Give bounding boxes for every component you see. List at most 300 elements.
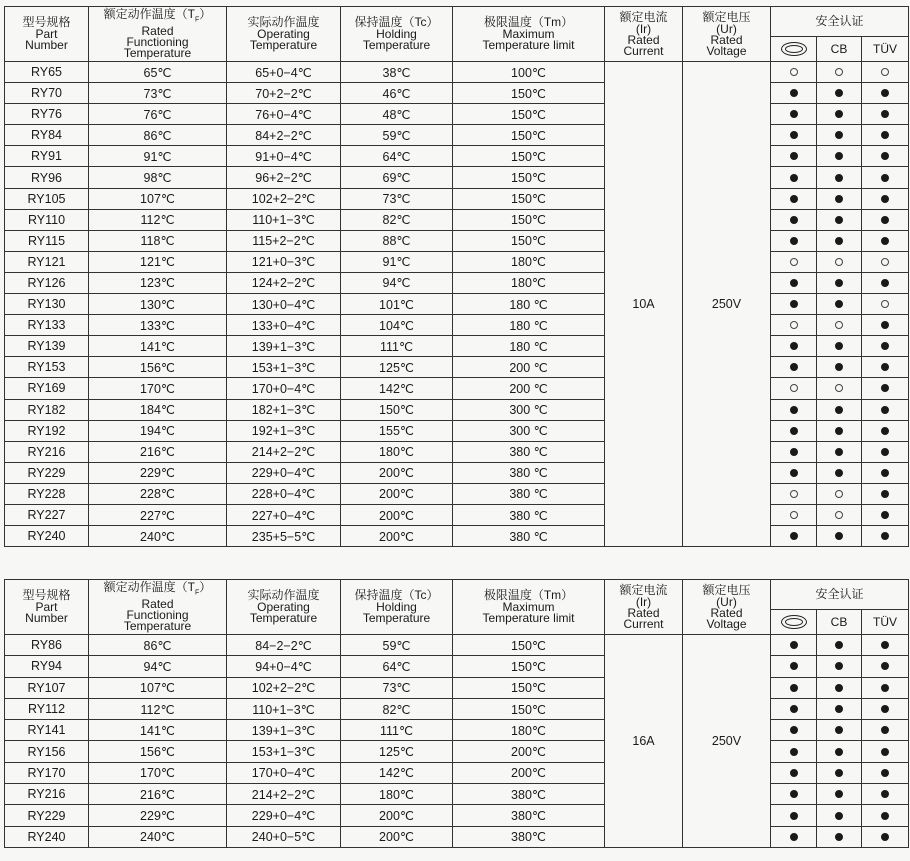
- operating-temp-cell: 124+2−2℃: [227, 272, 341, 293]
- table-row: [5, 336, 909, 357]
- max-temp-cell: 150℃: [453, 635, 605, 656]
- tuv-cert-cell: [862, 399, 909, 420]
- header-rated-temperature: 额定动作温度$(T_F)$ Rated Functioning Temperature: [89, 7, 227, 62]
- part-number-cell: RY216: [5, 784, 89, 805]
- not-certified-dot-icon: [790, 511, 798, 519]
- tuv-cert-cell: [862, 104, 909, 125]
- certified-dot-icon: [835, 705, 843, 713]
- holding-temp-cell: 69℃: [341, 167, 453, 188]
- operating-temp-cell: 214+2−2℃: [227, 441, 341, 462]
- rated-temp-cell: 86℃: [89, 635, 227, 656]
- holding-temp-cell: 200℃: [341, 805, 453, 826]
- table-row: [5, 146, 909, 167]
- rated-temp-cell: 107℃: [89, 188, 227, 209]
- tuv-cert-cell: [862, 167, 909, 188]
- operating-temp-cell: 153+1−3℃: [227, 357, 341, 378]
- rated-temp-cell: 107℃: [89, 677, 227, 698]
- ccc-cert-cell: [771, 272, 817, 293]
- max-temp-cell: 150℃: [453, 656, 605, 677]
- certified-dot-icon: [881, 469, 889, 477]
- rated-temp-cell: 76℃: [89, 104, 227, 125]
- not-certified-dot-icon: [835, 384, 843, 392]
- certified-dot-icon: [881, 406, 889, 414]
- operating-temp-cell: 115+2−2℃: [227, 230, 341, 251]
- cb-cert-cell: [817, 720, 862, 741]
- max-temp-cell: 380℃: [453, 784, 605, 805]
- part-number-cell: RY107: [5, 677, 89, 698]
- certified-dot-icon: [790, 279, 798, 287]
- operating-temp-cell: 84+2−2℃: [227, 125, 341, 146]
- max-temp-cell: 380 ℃: [453, 526, 605, 547]
- ccc-logo-icon: [771, 37, 817, 62]
- certified-dot-icon: [835, 131, 843, 139]
- cb-cert-cell: [817, 336, 862, 357]
- ccc-cert-cell: [771, 826, 817, 847]
- part-number-cell: RY227: [5, 504, 89, 525]
- certified-dot-icon: [835, 195, 843, 203]
- holding-temp-cell: 82℃: [341, 209, 453, 230]
- rated-current-cell: 10A: [605, 62, 683, 547]
- holding-temp-cell: 155℃: [341, 420, 453, 441]
- max-temp-cell: 150℃: [453, 104, 605, 125]
- rated-temp-cell: 130℃: [89, 294, 227, 315]
- holding-temp-cell: 94℃: [341, 272, 453, 293]
- certified-dot-icon: [790, 174, 798, 182]
- max-temp-cell: 200 ℃: [453, 357, 605, 378]
- part-number-cell: RY126: [5, 272, 89, 293]
- max-temp-cell: 380 ℃: [453, 441, 605, 462]
- cb-cert-cell: [817, 399, 862, 420]
- rated-temp-cell: 240℃: [89, 526, 227, 547]
- certified-dot-icon: [835, 448, 843, 456]
- operating-temp-cell: 170+0−4℃: [227, 762, 341, 783]
- certified-dot-icon: [881, 790, 889, 798]
- max-temp-cell: 200℃: [453, 762, 605, 783]
- part-number-cell: RY170: [5, 762, 89, 783]
- table-row: [5, 805, 909, 826]
- rated-temp-cell: 229℃: [89, 462, 227, 483]
- certified-dot-icon: [790, 812, 798, 820]
- table-row: [5, 698, 909, 719]
- certified-dot-icon: [790, 469, 798, 477]
- max-temp-cell: 150℃: [453, 167, 605, 188]
- tuv-cert-cell: [862, 462, 909, 483]
- rated-voltage-cell: 250V: [683, 635, 771, 848]
- ccc-cert-cell: [771, 784, 817, 805]
- part-number-cell: RY156: [5, 741, 89, 762]
- part-number-cell: RY65: [5, 62, 89, 83]
- max-temp-cell: 150℃: [453, 146, 605, 167]
- cb-cert-cell: [817, 698, 862, 719]
- cb-cert-cell: [817, 483, 862, 504]
- rated-current-cell: 16A: [605, 635, 683, 848]
- certified-dot-icon: [790, 363, 798, 371]
- rated-temp-cell: 240℃: [89, 826, 227, 847]
- part-number-cell: RY84: [5, 125, 89, 146]
- max-temp-cell: 180 ℃: [453, 336, 605, 357]
- max-temp-cell: 380 ℃: [453, 504, 605, 525]
- certified-dot-icon: [881, 152, 889, 160]
- holding-temp-cell: 125℃: [341, 741, 453, 762]
- operating-temp-cell: 170+0−4℃: [227, 378, 341, 399]
- ccc-cert-cell: [771, 209, 817, 230]
- certified-dot-icon: [835, 427, 843, 435]
- tuv-cert-cell: [862, 762, 909, 783]
- table-row: [5, 83, 909, 104]
- tuv-cert-cell: [862, 784, 909, 805]
- cb-cert-cell: [817, 294, 862, 315]
- certified-dot-icon: [790, 790, 798, 798]
- max-temp-cell: 180℃: [453, 720, 605, 741]
- certified-dot-icon: [790, 833, 798, 841]
- ccc-cert-cell: [771, 378, 817, 399]
- cb-cert-cell: [817, 188, 862, 209]
- certified-dot-icon: [790, 448, 798, 456]
- rated-temp-cell: 141℃: [89, 336, 227, 357]
- rated-temp-cell: 112℃: [89, 209, 227, 230]
- rated-temp-cell: 141℃: [89, 720, 227, 741]
- rated-temp-cell: 133℃: [89, 315, 227, 336]
- table-row: [5, 315, 909, 336]
- ccc-cert-cell: [771, 526, 817, 547]
- certified-dot-icon: [790, 726, 798, 734]
- operating-temp-cell: 153+1−3℃: [227, 741, 341, 762]
- table-row: [5, 251, 909, 272]
- tuv-cert-cell: [862, 826, 909, 847]
- holding-temp-cell: 73℃: [341, 677, 453, 698]
- rated-voltage-cell: 250V: [683, 62, 771, 547]
- ccc-cert-cell: [771, 251, 817, 272]
- operating-temp-cell: 227+0−4℃: [227, 504, 341, 525]
- header-rated-temperature: 额定动作温度$(T_F)$ Rated Functioning Temperature: [89, 580, 227, 635]
- tuv-cert-cell: [862, 83, 909, 104]
- certified-dot-icon: [881, 321, 889, 329]
- table-row: [5, 741, 909, 762]
- certified-dot-icon: [790, 342, 798, 350]
- holding-temp-cell: 111℃: [341, 336, 453, 357]
- operating-temp-cell: 182+1−3℃: [227, 399, 341, 420]
- header-rated-current: 额定电流 (Ir) Rated Current: [605, 7, 683, 62]
- header-safety-cert: 安全认证: [771, 580, 909, 610]
- ccc-cert-cell: [771, 462, 817, 483]
- holding-temp-cell: 200℃: [341, 504, 453, 525]
- tuv-cert-cell: [862, 526, 909, 547]
- certified-dot-icon: [835, 769, 843, 777]
- not-certified-dot-icon: [835, 321, 843, 329]
- certified-dot-icon: [881, 427, 889, 435]
- not-certified-dot-icon: [835, 490, 843, 498]
- cb-cert-cell: [817, 635, 862, 656]
- tuv-cert-cell: [862, 188, 909, 209]
- not-certified-dot-icon: [790, 68, 798, 76]
- holding-temp-cell: 64℃: [341, 146, 453, 167]
- holding-temp-cell: 111℃: [341, 720, 453, 741]
- certified-dot-icon: [881, 726, 889, 734]
- operating-temp-cell: 102+2−2℃: [227, 677, 341, 698]
- header-safety-cert: 安全认证: [771, 7, 909, 37]
- rated-temp-cell: 123℃: [89, 272, 227, 293]
- rated-temp-cell: 98℃: [89, 167, 227, 188]
- certified-dot-icon: [835, 279, 843, 287]
- certified-dot-icon: [881, 131, 889, 139]
- tuv-cert-cell: [862, 378, 909, 399]
- operating-temp-cell: 96+2−2℃: [227, 167, 341, 188]
- max-temp-cell: 380 ℃: [453, 462, 605, 483]
- table-row: [5, 720, 909, 741]
- not-certified-dot-icon: [790, 321, 798, 329]
- table-row: [5, 399, 909, 420]
- holding-temp-cell: 46℃: [341, 83, 453, 104]
- thermal-cutoff-table-10a: [4, 6, 909, 547]
- table-row: [5, 209, 909, 230]
- operating-temp-cell: 110+1−3℃: [227, 698, 341, 719]
- rated-temp-cell: 216℃: [89, 784, 227, 805]
- tuv-cert-cell: [862, 315, 909, 336]
- cb-cert-cell: [817, 784, 862, 805]
- part-number-cell: RY229: [5, 805, 89, 826]
- cb-cert-cell: [817, 83, 862, 104]
- ccc-cert-cell: [771, 698, 817, 719]
- certified-dot-icon: [881, 511, 889, 519]
- not-certified-dot-icon: [790, 490, 798, 498]
- holding-temp-cell: 59℃: [341, 125, 453, 146]
- certified-dot-icon: [881, 174, 889, 182]
- part-number-cell: RY86: [5, 635, 89, 656]
- ccc-cert-cell: [771, 83, 817, 104]
- certified-dot-icon: [790, 216, 798, 224]
- cb-cert-cell: [817, 656, 862, 677]
- cb-cert-cell: [817, 741, 862, 762]
- tuv-cert-cell: [862, 504, 909, 525]
- holding-temp-cell: 48℃: [341, 104, 453, 125]
- part-number-cell: RY76: [5, 104, 89, 125]
- rated-temp-cell: 184℃: [89, 399, 227, 420]
- certified-dot-icon: [790, 427, 798, 435]
- max-temp-cell: 200℃: [453, 741, 605, 762]
- ccc-cert-cell: [771, 104, 817, 125]
- rated-temp-cell: 91℃: [89, 146, 227, 167]
- ccc-cert-cell: [771, 762, 817, 783]
- header-rated-voltage: 额定电压 (Ur) Rated Voltage: [683, 580, 771, 635]
- max-temp-cell: 380 ℃: [453, 483, 605, 504]
- tuv-cert-cell: [862, 251, 909, 272]
- tuv-cert-cell: [862, 698, 909, 719]
- holding-temp-cell: 200℃: [341, 526, 453, 547]
- header-tuv: TÜV: [862, 610, 909, 635]
- ccc-cert-cell: [771, 441, 817, 462]
- certified-dot-icon: [790, 152, 798, 160]
- rated-temp-cell: 73℃: [89, 83, 227, 104]
- ccc-cert-cell: [771, 741, 817, 762]
- holding-temp-cell: 104℃: [341, 315, 453, 336]
- operating-temp-cell: 130+0−4℃: [227, 294, 341, 315]
- part-number-cell: RY192: [5, 420, 89, 441]
- cb-cert-cell: [817, 230, 862, 251]
- certified-dot-icon: [881, 833, 889, 841]
- table-row: [5, 62, 909, 83]
- certified-dot-icon: [790, 748, 798, 756]
- certified-dot-icon: [835, 684, 843, 692]
- operating-temp-cell: 133+0−4℃: [227, 315, 341, 336]
- certified-dot-icon: [881, 279, 889, 287]
- cb-cert-cell: [817, 462, 862, 483]
- rated-temp-cell: 118℃: [89, 230, 227, 251]
- table-row: [5, 420, 909, 441]
- operating-temp-cell: 139+1−3℃: [227, 720, 341, 741]
- cb-cert-cell: [817, 441, 862, 462]
- header-operating-temperature: 实际动作温度 Operating Temperature: [227, 7, 341, 62]
- ccc-cert-cell: [771, 805, 817, 826]
- rated-temp-cell: 228℃: [89, 483, 227, 504]
- cb-cert-cell: [817, 167, 862, 188]
- part-number-cell: RY70: [5, 83, 89, 104]
- cb-cert-cell: [817, 251, 862, 272]
- holding-temp-cell: 38℃: [341, 62, 453, 83]
- cb-cert-cell: [817, 209, 862, 230]
- max-temp-cell: 150℃: [453, 698, 605, 719]
- ccc-cert-cell: [771, 504, 817, 525]
- table-row: [5, 462, 909, 483]
- ccc-cert-cell: [771, 188, 817, 209]
- max-temp-cell: 300 ℃: [453, 399, 605, 420]
- certified-dot-icon: [790, 110, 798, 118]
- rated-temp-cell: 194℃: [89, 420, 227, 441]
- operating-temp-cell: 84−2−2℃: [227, 635, 341, 656]
- part-number-cell: RY112: [5, 698, 89, 719]
- table-row: [5, 294, 909, 315]
- header-rated-current: 额定电流 (Ir) Rated Current: [605, 580, 683, 635]
- certified-dot-icon: [881, 448, 889, 456]
- operating-temp-cell: 229+0−4℃: [227, 462, 341, 483]
- ccc-cert-cell: [771, 357, 817, 378]
- operating-temp-cell: 94+0−4℃: [227, 656, 341, 677]
- certified-dot-icon: [790, 89, 798, 97]
- ccc-cert-cell: [771, 230, 817, 251]
- certified-dot-icon: [881, 748, 889, 756]
- tuv-cert-cell: [862, 420, 909, 441]
- tuv-cert-cell: [862, 805, 909, 826]
- certified-dot-icon: [881, 705, 889, 713]
- ccc-cert-cell: [771, 635, 817, 656]
- part-number-cell: RY182: [5, 399, 89, 420]
- certified-dot-icon: [881, 641, 889, 649]
- cb-cert-cell: [817, 62, 862, 83]
- not-certified-dot-icon: [790, 384, 798, 392]
- header-tuv: TÜV: [862, 37, 909, 62]
- max-temp-cell: 380℃: [453, 826, 605, 847]
- table-row: [5, 125, 909, 146]
- cb-cert-cell: [817, 125, 862, 146]
- ccc-cert-cell: [771, 294, 817, 315]
- rated-temp-cell: 156℃: [89, 357, 227, 378]
- not-certified-dot-icon: [835, 511, 843, 519]
- part-number-cell: RY115: [5, 230, 89, 251]
- certified-dot-icon: [835, 812, 843, 820]
- cb-cert-cell: [817, 272, 862, 293]
- holding-temp-cell: 200℃: [341, 462, 453, 483]
- cb-cert-cell: [817, 378, 862, 399]
- holding-temp-cell: 142℃: [341, 378, 453, 399]
- table-row: [5, 441, 909, 462]
- holding-temp-cell: 91℃: [341, 251, 453, 272]
- rated-temp-cell: 86℃: [89, 125, 227, 146]
- max-temp-cell: 150℃: [453, 677, 605, 698]
- certified-dot-icon: [835, 790, 843, 798]
- tuv-cert-cell: [862, 294, 909, 315]
- ccc-cert-cell: [771, 315, 817, 336]
- ccc-cert-cell: [771, 720, 817, 741]
- part-number-cell: RY240: [5, 826, 89, 847]
- max-temp-cell: 100℃: [453, 62, 605, 83]
- part-number-cell: RY94: [5, 656, 89, 677]
- max-temp-cell: 380℃: [453, 805, 605, 826]
- part-number-cell: RY240: [5, 526, 89, 547]
- cb-cert-cell: [817, 420, 862, 441]
- rated-temp-cell: 112℃: [89, 698, 227, 719]
- operating-temp-cell: 229+0−4℃: [227, 805, 341, 826]
- cb-cert-cell: [817, 146, 862, 167]
- cb-cert-cell: [817, 104, 862, 125]
- certified-dot-icon: [790, 641, 798, 649]
- holding-temp-cell: 125℃: [341, 357, 453, 378]
- max-temp-cell: 150℃: [453, 230, 605, 251]
- max-temp-cell: 180℃: [453, 272, 605, 293]
- certified-dot-icon: [835, 641, 843, 649]
- part-number-cell: RY96: [5, 167, 89, 188]
- table-row: [5, 504, 909, 525]
- certified-dot-icon: [881, 812, 889, 820]
- ccc-logo-icon: [771, 610, 817, 635]
- ccc-cert-cell: [771, 146, 817, 167]
- operating-temp-cell: 228+0−4℃: [227, 483, 341, 504]
- part-number-cell: RY121: [5, 251, 89, 272]
- ccc-cert-cell: [771, 62, 817, 83]
- table-row: [5, 272, 909, 293]
- table-row: [5, 656, 909, 677]
- certified-dot-icon: [835, 152, 843, 160]
- part-number-cell: RY133: [5, 315, 89, 336]
- tuv-cert-cell: [862, 483, 909, 504]
- certified-dot-icon: [881, 195, 889, 203]
- tuv-cert-cell: [862, 741, 909, 762]
- holding-temp-cell: 82℃: [341, 698, 453, 719]
- tuv-cert-cell: [862, 635, 909, 656]
- certified-dot-icon: [881, 237, 889, 245]
- tuv-cert-cell: [862, 146, 909, 167]
- table-row: [5, 762, 909, 783]
- cb-cert-cell: [817, 762, 862, 783]
- operating-temp-cell: 65+0−4℃: [227, 62, 341, 83]
- cb-cert-cell: [817, 315, 862, 336]
- not-certified-dot-icon: [835, 68, 843, 76]
- table-row: [5, 230, 909, 251]
- rated-temp-cell: 94℃: [89, 656, 227, 677]
- certified-dot-icon: [881, 684, 889, 692]
- tuv-cert-cell: [862, 441, 909, 462]
- header-cb: CB: [817, 37, 862, 62]
- holding-temp-cell: 180℃: [341, 441, 453, 462]
- table-row: [5, 483, 909, 504]
- certified-dot-icon: [835, 363, 843, 371]
- holding-temp-cell: 64℃: [341, 656, 453, 677]
- tuv-cert-cell: [862, 209, 909, 230]
- header-holding-temperature: 保持温度（Tc） Holding Temperature: [341, 580, 453, 635]
- rated-temp-cell: 170℃: [89, 762, 227, 783]
- certified-dot-icon: [790, 684, 798, 692]
- certified-dot-icon: [835, 406, 843, 414]
- rated-temp-cell: 227℃: [89, 504, 227, 525]
- part-number-cell: RY91: [5, 146, 89, 167]
